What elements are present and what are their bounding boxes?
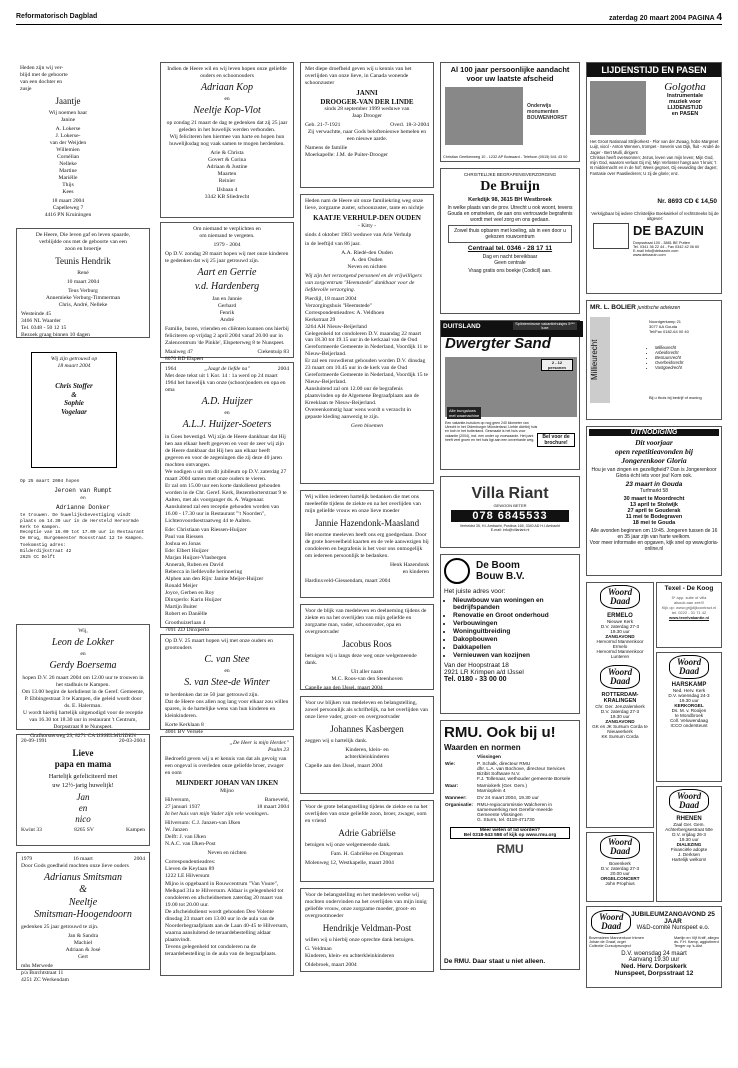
woord-daad-logo: Woord Daad [600,585,640,609]
ad-woord-daad-ermelo: Woord Daad ERMELO Nieuwe Kerk D.V. zaterdag 27-3 19.30 uur ZANGAVOND Hervormd Mannenkoor Ermelo Hervormd Mannenkoor Lunteren Woord Daad ROTTERDAM- KRALINGEN Chr. Ger. Jeruzalemkerk D.V. zaterdag 27-3 19.30 uur ZANGAVOND GK en JK Sursum Corda te Nieuwerkerk KK Sursum Corda [586,582,654,828]
anniversary-notice-van-stee: Op D.V. 25 maart hopen wij met onze ouders en grootouders C. van Stee en S. van Stee-de Winter te herdenken dat ze 50 jaar getrouwd zijn. Dat de Heere ons allen nog lang voor elkaar zou willen sparen, is de hartelijke wens van hun kinderen en kleinkinderen. Korte Kerklaan 8 4001 BV Versele [160,634,294,730]
ad-texel: Texel - De Koog 5* app. suite of villa alsook aan zee!!! Kijk op: www.grijjdijkcontract.nl tel. 0222 - 31 71 42 www.texelvakantie.nl [656,582,722,648]
texel-website-link[interactable]: www.texelvakantie.nl [668,615,710,620]
woord-daad-logo: Woord Daad [600,665,640,689]
page-header [16,10,722,25]
anniversary-notice-adrianus: 1979 16 maart 2004 Door Gods goedheid mochten onze lieve ouders Adrianus Smitsman & Neeltje Smitsman-Hoogendoorn gedenken 25 jaar getrouwd te zijn. Jan & Sandra Machiel Adriaan & José Gert mhs Merwede p/a Burchtstraat 11 4251 ZC Werkendam [16,852,150,970]
ad-mr-bolier: MR. L. BOLIER juridische adviezen Millieurecht Noordgerkamp 21 3077 AA Gouda Tel/Fax 0182-64 00 40 • Millieurecht • Arbeidsrecht • Bestuursrecht • Overheidsrecht • Vastgoedrecht Bij u thuis bij bedrijf of woning [586,300,722,420]
rmu-logo: RMU [496,842,524,856]
wedding-notice-leon: Wij, Leon de Lokker en Gerdy Boersema hopen D.V. 26 maart 2004 om 12.00 uur te trouwen in het stadhuis te Kampen. Om 13.00 begint de kerkdienst in de Geref. Gemeente, P. Ebbingestraat 3 te Kampen, die geleid wordt door ds. E. Halerman. U wordt hierbij hartelijk uitgenodigd voor de receptie van 16.30 tot 18.30 uur in restaurant 't Centrum, Dorpsstraat 8 te Nunspeet. Grafhorsterweg 29, 8271 CA IJSSELMUIDEN [16,624,150,730]
ad-jongerenkoor-gloria: UITNODIGING Dit voorjaar open repetitieavonden bij Jongerenkoor Gloria Hou je van zingen en gezelligheid? Dan is Jongerenkoor Gloria écht iets voor jou! Kom ook. 23 maart in Gouda Turfmarkt 58 30 maart te Moordrecht 13 april te Stolwijk 27 april te Gouderak 11 mei te Bodegraven 18 mei te Gouda Alle avonden beginnen om 19:45. Jongeren tussen de 16 en 35 jaar zijn van harte welkom. Voor meer informatie en opgaven, kijk snel op www.gloria-online.nl [586,426,722,576]
ad-villa-riant: Villa Riant GEWOON BETER 078 6845533 Verheldst 35, H.I.Ambacht, Postbus 165, 3340 AD H.I.Ambacht E-mail: info@villariant.nl [440,476,580,548]
ad-woord-daad-kampen: Woord Daad Bovenkerk D.V. zaterdag 27-3 20.00 uur ORGELCONCERT John Prophius [586,832,654,902]
boom-logo-icon [444,558,470,584]
anniversary-notice-aart: Om niemand te verplichten en om niemand te vergeten. 1979 - 2004 Op D.V. zondag 28 maart hopen wij met onze kinderen te gedenken dat wij 25 jaar getrouwd zijn. Aart en Gerrie v.d. Hardenberg Jan en Jannie Gerhard Fenrik André Familie, buren, vrienden en cliënten kunnen ons hierbij feliciteren op vrijdag 2 april 2004 vanaf 20.00 uur in Zalencentrum 'de Pinkle', Elspeterweg 8 te Nunspeet. Maaiweg 47 8070 BD Elspeet Ciekentuip 83 [160,222,294,358]
thanks-notice-jannie: Wij willen iedereen hartelijk bedanken die met ons meeleefde tijdens de ziekte en na het overlijden van mijn geliefde vrouw en onze lieve moeder Jannie Hazendonk-Maasland Het enorme meeleven heeft ons erg goedgedaan. Door de grote hoeveelheid kaarten en de vele aanwezigen bij condoleren en begrafenis is het voor ons onmogelijk om iedereen persoonlijk te bedanken. Henk Hazendonk en kinderen Hardinxveld-Giessendam, maart 2004 [300,490,434,598]
anniversary-notice-huijzer: 1964 „Jaagt de liefde na" 2004 Met deze tekst uit 1 Kor. 14 : 1a werd op 24 maart 1964 het huwelijk van onze (schoon)ouders en opa en oma A.D. Huijzer en A.L.J. Huijzer-Soeters in Goes bevestigd. Wij zijn de Heere dankbaar dat Hij hen aan elkaar heeft gegeven en voor de zeer wij zijn de Heere dankbaar dat Hij hen aan elkaar heeft gegeven en voor de zegeningen die zij deze 40 jaren mochten ontvangen. We nodigen u uit om dit jubileum op D.V. zaterdag 27 maart 2004 samen met onze ouders te vieren. Er zal om 15.00 uur een korte dankdienst gehouden worden in de Chr. Geref. Kerk, Bezemborterstraat 9 te Aalten, met als voorganger ds. A. Wagenaar. Aansluitend zal een receptie gehouden worden van 16.00 - 17.30 uur in Restaurant "'t Noorden", Lichtenvoordsestraatweg 44 te Aalten. Ede: Christiaan van Riessen-Huijzer Paul van Riessen Joshua en Jonas Ede: Elbert Huijzer Marjan Huijzer-Vlasbergen Annerah, Ruben en David Rebecca in liefdevolle herinnering Alphen aan den Rijn: Janine Meijer-Huijzer Ronald Meijer Joyce, Gerben en Roy Dinxperlo: Karin Huijzer Martijn Buiter Robert en Daniëlle Groothuizerlaan 4 7091 ZD Dinxperlo [160,362,294,628]
rmu-website-link[interactable]: Meer weten of lid worden? Bel 0318-543 558 of kijk op www.rmu.org [450,827,570,839]
woord-daad-logo: Woord Daad [669,789,709,813]
ad-rmu: RMU. Ook bij u! Waarden en normen Vlissingen Wie: P. Schalk, directeur RMU dhr. L.A. van Bochove, directeur Services Bizibit Software N.V. F.J. Tollenaar, wethouder gemeente Borsele Waar: Marnixkerk (Ger. Gem.) Marnixplein 4 Wanneer: DV 24 maart 2004, 19.30 uur Organisatie: RMU-regiocommissie Walcheren in samenwerking met Gerefor-meerde Gemeente Vlissingen G. Sturm, tel. 0118-471730 Meer weten of lid worden? Bel 0318-543 558 of kijk op www.rmu.org RMU De RMU. Daar staat u niet alleen. [440,720,580,970]
woord-daad-logo: Woord Daad [600,835,640,859]
ad-woord-daad-rhenen: Woord Daad RHENEN Zaal Ger. Gem. Achterbergsestraat 50e D.V. vrijdag 26-3 19.30 uur DIALEZING Financiële adopte J. Derksen Hartelijk welkom! [656,786,722,902]
ad-de-bruijn: CHRISTELIJKE BEGRAFENISVERZORGING De Bruijn Kerkdijk 98, 3615 BH Westbroek In welke plaats van de prov. Utrecht u ook woont, tevens Gouda en omstreken, de aan ons vertrouwde begrafenis wordt met veel zorg en ons gedaan. Zowel thuis opbaren met koeling, als in een door u gekozen rouwcentrum Centraal tel. 0346 - 28 17 11 Dag en nacht bereikbaar Geen centrale Vraag gratis ons boekje (Codicil) aan. [440,168,580,314]
wedding-notice-chris: Wij zijn getrouwd op 18 maart 2004 Chris Stoffer & Sophie Vogelaar [31,352,117,468]
thanks-notice-adrie: Voor de grote belangstelling tijdens de ziekte en na het overlijden van onze geliefde zoon, broer, zwager, oom en vriend Adrie Gabriëlse betuigen wij onze welgemeende dank. Fam. H. Gabriëlse en Dingeman Molenweg 12, Westkapelle, maart 2004 [300,800,434,882]
birth-announcement-teunis: De Heere, Die leven gaf en leven spaarde, verblijdde ons met de geboorte van een zoon en broertje Teunis Hendrik René 10 maart 2004 Teus Verburg Annemieke Verburg-Timmerman Chris, André, Nelleke Westeinde 45 3466 NL Waarder Tel. 0348 - 50 12 15 Bezoek graag binnen 10 dagen [16,228,150,338]
woord-daad-logo: Woord Daad [669,655,709,679]
monument-photo [445,87,523,145]
thanks-notice-johannes: Voor uw blijken van medeleven en belangstelling, zowel persoonlijk als schriftelijk, na het overlijden van onze lieve vader, groot- en overgrootvader Johannes Kasbergen zeggen wij u hartelijk dank. Kinderen, klein- en achterkleinkinderen Capelle aan den IJssel, maart 2004 [300,696,434,794]
event-table: Vlissingen Wie: P. Schalk, directeur RMU dhr. L.A. van Bochove, directeur Services Bizibit Software N.V. F.J. Tollenaar, wethouder gemeente Borsele Waar: Marnixkerk (Ger. Gem.) Marnixplein 4 Wanneer: DV 24 maart 2004, 19.30 uur Organisatie: RMU-regiocommissie Walcheren in samenwerking met Gerefor-meerde Gemeente Vlissingen G. Sturm, tel. 0118-471730 [445,755,571,823]
woord-daad-logo: Woord Daad [591,910,631,934]
anniversary-notice-adriaan: Indien de Heere wil en wij leven hopen onze geliefde ouders en schoonouders Adriaan Kop en Neeltje Kop-Vlot op zondag 21 maart de dag te gedenken dat zij 25 jaar geleden in het huwelijk werden verbonden. Wij feliciteren hen hiermee van harte en hopen hun huwelijksdag nog vaak samen te mogen herdenken. Arie & Christa Govert & Corina Adriaan & Justine Maarten Reinier IJsbaan 4 3342 KB Sliedrecht [160,62,294,218]
obituary-kaatje: Heden nam de Heere uit onze familiekring weg onze lieve, zorgzame zuster, schoonzuster, tante en nichtje KAATJE VERHULP-DEN OUDEN - Kitty - sinds 4 oktober 1983 weduwe van Arie Verhulp in de leeftijd van 86 jaar. A.A. Riedé-den Ouden A. den Ouden Neven en nichten Wij zijn het verzorgend personeel en de vrijwilligers van zorgcentrum "Heemstede" dankbaar voor de liefdevolle verzorging. Pierdijl, 18 maart 2004 Verzorgingshuis "Heemstede" Correspondentieadres: A. Veldhoen Kerkstraat 29 3264 AH Nieuw-Beijerland Gelegenheid tot condoleren D.V. maandag 22 maart van 18.30 tot 19.15 uur in de kerkzaal van de Oud Gereformeerde Gemeente in Nederland, Voordijk 11 te Nieuw-Beijerland. Er zal een rouwdienst gehouden worden D.V. dinsdag 23 maart om 10.45 uur in de kerk van de Oud Gereformeerde Gemeente in Nederland, Voordijk 15 te Nieuw-Beijerland. Aansluitend zal om 12.00 uur de begrafenis plaatsvinden op de Algemene Begraafplaats aan de Kreeklaan te Nieuw-Beijerland. Overeenkomstig haar wens wordt u verzocht in gepaste kleding aanwezig te zijn. Geen bloemen [300,194,434,484]
brochure-callout: Bel voor de brochure! [537,433,575,447]
birth-announcement-jaantje: Heden zijn wij ver- blijd met de geboorte van een dochter en zusje Jaantje Wij noemen haar Janine A. Lokerse J. Lokerse- van der Weijden Willemien Cornélian Nelleke Martine Mariëlle Thijs Kees 18 maart 2004 Capelleweg 7 4416 PN Kruiningen [20,65,92,218]
trumpet-logo-icon [593,223,629,249]
ad-bouwenhorst: Al 100 jaar persoonlijke aandacht voor uw laatste afscheid Onderwijs monumenten BOUWENHORST Christian Geelkenweg 10 - 1232 AP Bolsward - Telefoon (0515) 541 43 00 [440,62,580,162]
wedding-notice-jeroen: Op 25 maart 2004 hopen Jeroen van Rumpt en Adrianne Donker te trouwen. De huwelijksbevestiging vindt plaats om 14.30 uur in de Hersteld Hervormde Kerk te Kampen. Receptie van 16.00 tot 17.00 uur in Restaurant De Brug, Burgemeester Roosstraat 12 te Kampen. Toekomstig adres: Bilderdijkstraat 42 2625 CC Delft [20,479,145,560]
services-list: • Nieuwbouw van woningen en bedrijfspanden • Renovatie en Groot onderhoud • Verbouwingen • Woninguitbreiding • Dakopbouwen • Dakkapellen • Vernieuwen van kozijnen [444,597,576,659]
practice-areas-list: • Millieurecht • Arbeidsrecht • Bestuursrecht • Overheidsrecht • Vastgoedrecht [649,345,683,370]
anniversary-notice-lieve: 20-09-1991 20-03-2004 Lieve papa en mama Hartelijk gefeliciteerd met uw 12½-jarig huwelijk! Jan en nico Kwint 33 8265 SV Kampen [16,734,150,846]
ad-dwergter-sand: DUITSLAND Splinternieuwe vakantiehuisjes 5*** luxe Dwergter Sand 2 - 12 personen Alle bungalows met waamachine Een vakantie-huisdom op nog geen 240 kilometer van Utrecht in het Oldenburger Münsterland, Liefde dichtbij huis en toch in het buitenland. Gesmaakt is het huis voor vakantie (2004), incl. een onder op voorwaarde. Het park heeft veel groen en het huis ligt aan een onverharde weg. Bel voor de brochure! [440,320,580,470]
page-date: zaterdag 20 maart 2004 PAGINA 4 [609,12,722,23]
obituary-van-ijken: „De Heer is mijn Herder." Psalm 23 Bedroefd geven wij u er kennis van dat als gevolg van een ongeval is overleden onze geliefde broer, zwager en oom MIJNDERT JOHAN VAN IJKEN Mijno Hilversum, 27 januari 1937 Barneveld, 18 maart 2004 In het huis van mijn Vader zijn vele woningen.. Hilversum: C.J. Janzen-van IJken W. Janzen Delft: J. van IJken N.A.C. van IJken-Post Neven en nichten Correspondentieadres: Lieven de Keylaan 89 1222 LE Hilversum Mijno is opgebaard in Rouwcentrum "Van Vuure", Melkpad 31a te Hilversum. Aldaar is gelegenheid tot condoleren en afscheidnemen zaterdag 20 maart van 19.00 tot 20.00 uur. De afscheidsdienst wordt gehouden Deo Volente dinsdag 23 maart om 13.00 uur in de aula van de Noorderbegraafplaats aan de Laan 40-45 te Hilversum, waarna aansluitend de teraardebestelling aldaar plaatsvindt. Tevens gelegenheid tot condoleren na de teraardebestelling in de aula van de begraafplaats. [160,736,294,976]
ad-de-boom-bouw: De Boom Bouw B.V. Het juiste adres voor: • Nieuwbouw van woningen en bedrijfspanden • Renovatie en Groot onderhoud • Verbouwingen • Woninguitbreiding • Dakopbouwen • Dakkapellen • Vernieuwen van kozijnen Van der Hoopstraat 18 2921 LR Krimpen a/d IJssel Tel. 0180 - 33 00 00 [440,554,580,714]
obituary-janni: Met diepe droefheid geven wij u kennis van het overlijden van onze lieve, in Canada wonende schoonzuster JANNI DROOGER-VAN DER LINDE sinds 28 september 1999 weduwe van Jaap Drooger Geb. 21-7-1921 Overl. 18-3-2004 Zij verwachtte, naar Gods beloftenieuwe hemelen en een nieuwe aarde. Namens de familie Moerkapelle: J.M. de Puiter-Drooger [300,62,434,188]
thanks-notice-jacobus: Voor de blijk van medeleven en deelneming tijdens de ziekte en na het overlijden van mijn geliefde en zorgzame man, vader, schoonvader, opa en overgrootvader Jacobus Roos betuigen wij u langs deze weg onze welgemeende dank. Uit aller naam M.C. Roos-van den Steenhoven Capelle aan den IJssel, maart 2004 [300,604,434,690]
thanks-notice-hendrikje: Voor de belangstelling en het medeleven welke wij mochten ondervinden na het overlijden van mijn innig geliefde vrouw, onze zorgzame moeder, groot- en overgrootmoeder Hendrikje Veldman-Post willen wij u hierbij onze oprechte dank betuigen. G. Veldman Kinderen, klein- en achterkleinkinderen Oldebroek, maart 2004 [300,888,434,972]
newspaper-name: Reformatorisch Dagblad [16,13,98,20]
ad-golgotha-cd: LIJDENSTIJD EN PASEN Golgotha Instrumentale muziek voor LIJDENSTIJD en PASEN Het Groot Nationaal Strijkorkest - Flor van der Zwaag, hobo Margreet Luijt, viool - Anton Wennen, trompet - Severin van Dijk, fluit - André de Jager - Bert Mulli, dirigent Christus heeft overwonnen; Jezus, leven van mijn leven; Mijn God, mijn God, waarom verlaat Gij mij; Mijn Verlosser hangt aan 't kruis; 't Is middernacht en in de hof; Wees gegroet, Gij eeuwiding der dagen; Fantasie over Paasliederen; U zij de glorie; enz. Nr. 8693 CD € 14,50 Verkrijgbaar bij iedere Christelijke Boekwinkel of rechtstreeks bij de uitgever: DE BAZUIN Dorpsstraat 100 - 3881 BE Putten Tel. 0341 36 22 44 - Fax 0342 42 06 60 E-mail info@debazuin.com www.debazuin.com [586,62,722,294]
ad-woord-daad-harskamp: Woord Daad HARSKAMP Ned. Herv. Kerk D.V. woensdag 24-3 19.30 uur KERKORGEL Ds. M. v. Rooijen te Mondbroek Coll. Veluwendaag ICCO ondersteunt [656,652,722,782]
ad-woord-daad-nunspeet: Woord Daad JUBILEUMZANGAVOND 25 JAAR W&D-comité Nunspeet e.o. Bovensteen Mannenkoor Irkmen Johan de Graaf, orgel Collectie Cursuiprsvoject Martijn en Vijf Kniff, allegro ds. F.H. Kamp, agglutinerd Tenger op 's-Alst D.V. woensdag 24 maart Aanvang 19.30 uur Ned. Herv. Dorpskerk Nunspeet, Dorpsstraat 12 [586,906,722,988]
cd-cover-image [590,81,646,135]
